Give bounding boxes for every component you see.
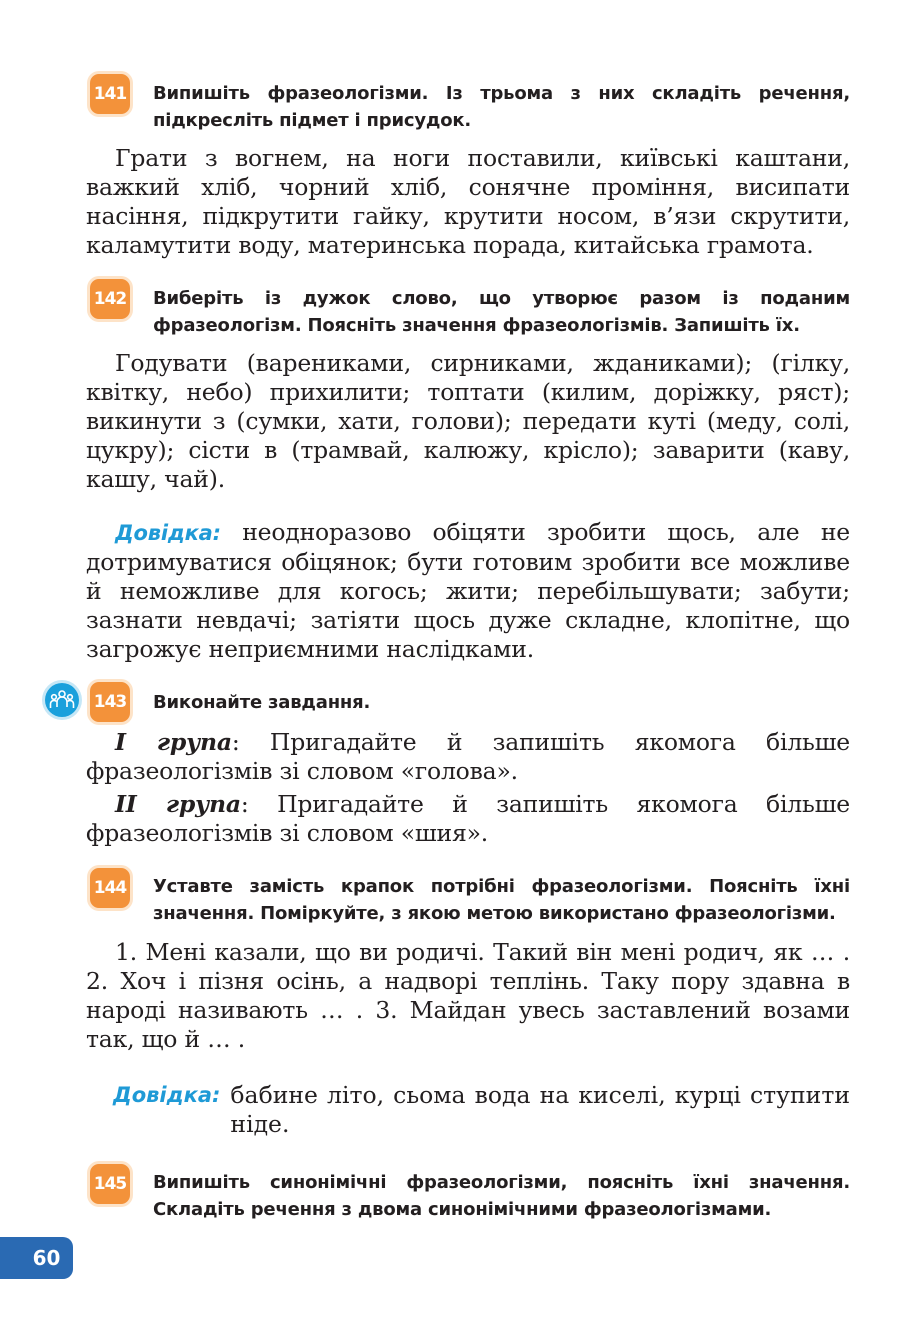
exercise-text [86, 728, 850, 786]
exercise-task: Випишіть синонімічні фразеологізми, поясніть їхні значення. Складіть речення з двома синонімічними фразеологізмами. [153, 1172, 850, 1220]
exercise-number-badge: 144 [90, 868, 130, 908]
group-work-icon [45, 683, 79, 717]
exercise-task: Випишіть фразеологізми. Із трьома з них складіть речення, підкресліть підмет і присудок. [153, 83, 850, 131]
group-text: : Пригадайте й запишіть якомога більше фразеологізмів зі словом «голова». [86, 728, 850, 785]
exercise-task: Виконайте завдання. [153, 692, 371, 713]
exercise-text [86, 938, 850, 1054]
exercise-number-badge: 145 [90, 1164, 130, 1204]
page-number: 60 [0, 1237, 73, 1279]
exercise-text [86, 790, 850, 848]
exercise-number-badge: 142 [90, 279, 130, 319]
group-text: : Пригадайте й запишіть якомога більше фразеологізмів зі словом «шия». [86, 790, 850, 847]
exercise-number-badge: 141 [90, 74, 130, 114]
exercise-number-badge: 143 [90, 682, 130, 722]
exercise-paragraph: Грати з вогнем, на ноги поставили, київські каштани, важкий хліб, чорний хліб, сонячне проміння, висипати насіння, підкрутити гайку, крутити носом, в’язи скрутити, каламутити воду, материнська порада, китайська грамота. [86, 144, 850, 259]
exercise-task: Виберіть із дужок слово, що утворює разом із поданим фразеологізм. Поясніть значення фразеологізмів. Запишіть їх. [153, 288, 850, 336]
group-assignment [86, 790, 850, 848]
exercise-paragraph: Годувати (варениками, сирниками, жданиками); (гілку, квітку, небо) прихилити; топтати (килим, доріжку, ряст); викинути з (сумки, хати, голови); передати куті (меду, солі, цукру); сісти в (трамвай, калюжу, крісло); заварити (каву, кашу, чай). [86, 349, 850, 493]
help-paragraph [86, 518, 850, 664]
help-text: бабине літо, сьома вода на киселі, курці ступити ніде. [230, 1081, 850, 1138]
group-assignment [86, 728, 850, 786]
help-block [113, 1081, 850, 1139]
exercise-task: Уставте замість крапок потрібні фразеологізми. Поясніть їхні значення. Поміркуйте, з якою метою використано фразеологізми. [153, 876, 850, 924]
help-text: неодноразово обіцяти зробити щось, але не дотримуватися обіцянок; бути готовим зробити все можливе й неможливе для когось; жити; перебільшувати; забути; зазнати невдачі; затіяти щось дуже складне, клопітне, що загрожує неприємними наслідками. [86, 518, 850, 663]
exercise-paragraph: 1. Мені казали, що ви родичі. Такий він мені родич, як … . 2. Хоч і пізня осінь, а надворі теплінь. Таку пору здавна в народі називають … . 3. Майдан увесь заставлений возами так, що й … . [86, 938, 850, 1053]
group-label: І група [115, 728, 232, 756]
exercise-text [86, 144, 850, 260]
exercise-text [86, 349, 850, 494]
help-label: Довідка: [115, 521, 221, 545]
group-label: ІІ група [115, 790, 241, 818]
help-block [86, 518, 850, 664]
help-label: Довідка: [113, 1083, 221, 1107]
